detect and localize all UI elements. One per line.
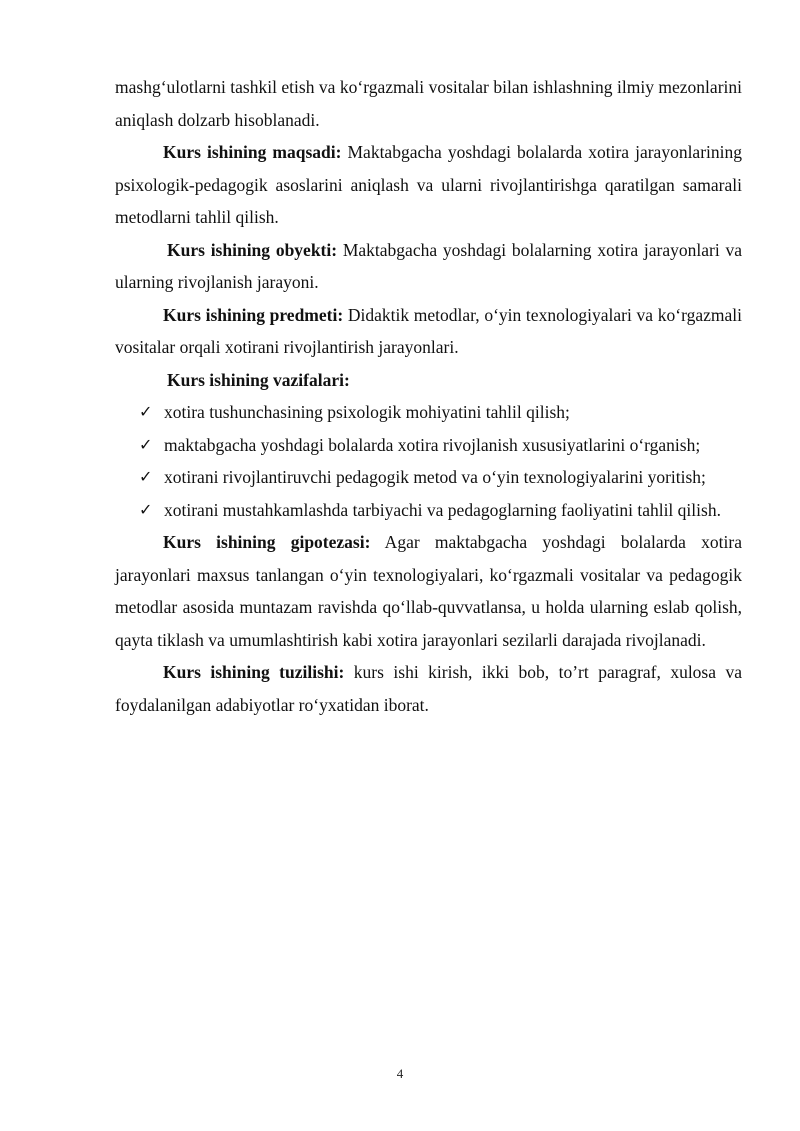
task-text: xotirani mustahkamlashda tarbiyachi va pedagoglarning faoliyatini tahlil qilish.	[164, 499, 721, 520]
object-paragraph	[115, 234, 742, 299]
checkmark-icon: ✓	[139, 402, 153, 421]
list-item	[115, 396, 742, 429]
list-item	[115, 461, 742, 494]
checkmark-icon: ✓	[139, 467, 153, 486]
tasks-list	[115, 396, 742, 526]
hypothesis-paragraph	[115, 526, 742, 656]
subject-text: Didaktik metodlar, o‘yin texnologiyalari va ko‘rgazmali vositalar orqali xotirani rivojlantirish jarayonlari.	[115, 304, 742, 357]
intro-paragraph: mashg‘ulotlarni tashkil etish va ko‘rgazmali vositalar bilan ishlashning ilmiy mezonlarini aniqlash dolzarb hisoblanadi.	[115, 77, 742, 130]
structure-paragraph	[115, 656, 742, 721]
subject-paragraph	[115, 299, 742, 364]
hypothesis-text: Agar maktabgacha yoshdagi bolalarda xotira jarayonlari maxsus tanlangan o‘yin texnologiyalari, ko‘rgazmali vositalar va pedagogik metodlar asosida muntazam ravishda qo‘llab-quvvatlansa, u holda ularning eslab qolish, qayta tiklash va umumlashtirish kabi xotira jarayonlari sezilarli darajada rivojlanadi.	[115, 532, 742, 650]
goal-label: Kurs ishining maqsadi:	[163, 142, 342, 162]
tasks-heading-paragraph	[115, 364, 742, 397]
list-item	[115, 429, 742, 462]
checkmark-icon: ✓	[139, 499, 153, 519]
task-text: maktabgacha yoshdagi bolalarda xotira rivojlanish xususiyatlarini o‘rganish;	[164, 434, 701, 455]
list-item	[115, 494, 742, 527]
object-label: Kurs ishining obyekti:	[167, 239, 338, 260]
tasks-label: Kurs ishining vazifalari:	[167, 369, 350, 390]
object-text: Maktabgacha yoshdagi bolalarning xotira jarayonlari va ularning rivojlanish jarayoni.	[115, 239, 742, 292]
page-number: 4	[396, 1066, 404, 1081]
structure-label: Kurs ishining tuzilishi:	[163, 662, 345, 682]
structure-text: kurs ishi kirish, ikki bob, to’rt paragraf, xulosa va foydalanilgan adabiyotlar ro‘yxatidan iborat.	[115, 662, 742, 715]
goal-text: Maktabgacha yoshdagi bolalarda xotira jarayonlarining psixologik-pedagogik asoslarini aniqlash va ularni rivojlantirishga qaratilgan samarali metodlarni tahlil qilish.	[115, 142, 743, 227]
goal-paragraph	[115, 136, 742, 234]
task-text: xotirani rivojlantiruvchi pedagogik metod va o‘yin texnologiyalarini yoritish;	[164, 467, 706, 487]
page-body	[115, 71, 742, 721]
hypothesis-label: Kurs ishining gipotezasi:	[163, 532, 371, 552]
subject-label: Kurs ishining predmeti:	[163, 304, 344, 325]
checkmark-icon: ✓	[139, 434, 153, 454]
task-text: xotira tushunchasining psixologik mohiyatini tahlil qilish;	[164, 402, 570, 422]
